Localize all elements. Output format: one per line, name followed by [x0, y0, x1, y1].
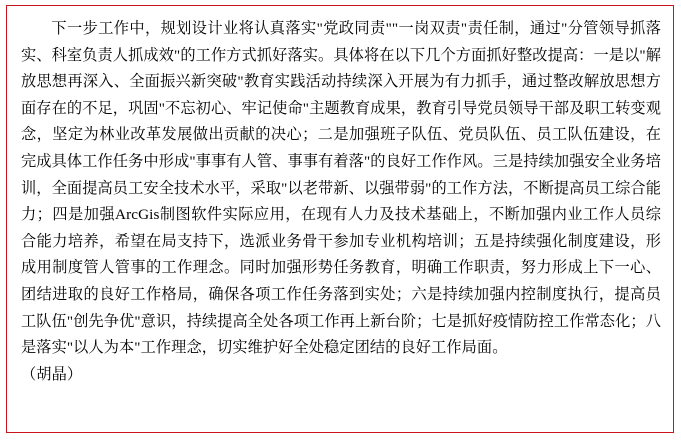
document-border-frame: [6, 5, 674, 433]
document-body: [21, 16, 661, 388]
paragraph-main: 下一步工作中，规划设计业将认真落实"党政同责""一岗双责"责任制，通过"分管领导抓落实、科室负责人抓成效"的工作方式抓好落实。具体将在以下几个方面抓好整改提高：一是以"解放思想再深入、全面振兴新突破"教育实践活动持续深入开展为有力抓手，通过整改解放思想方面存在的不足，巩固"不忘初心、牢记使命"主题教育成果，教育引导党员领导干部及职工转变观念，坚定为林业改革发展做出贡献的决心；二是加强班子队伍、党员队伍、员工队伍建设，在完成具体工作任务中形成"事事有人管、事事有着落"的良好工作作风。三是持续加强安全业务培训，全面提高员工安全技术水平，采取"以老带新、以强带弱"的工作方法，不断提高员工综合能力；四是加强ArcGis制图软件实际应用，在现有人力及技术基础上，不断加强内业工作人员综合能力培养，希望在局支持下，选派业务骨干参加专业机构培训；五是持续强化制度建设，形成用制度管人管事的工作理念。同时加强形势任务教育，明确工作职责，努力形成上下一心、团结进取的良好工作格局，确保各项工作任务落到实处；六是持续加强内控制度执行，提高员工队伍"创先争优"意识，持续提高全处各项工作再上新台阶；七是抓好疫情防控工作常态化；八是落实"以人为本"工作理念，切实维护好全处稳定团结的良好工作局面。: [21, 20, 661, 357]
paragraph-author: （胡晶）: [21, 365, 83, 383]
